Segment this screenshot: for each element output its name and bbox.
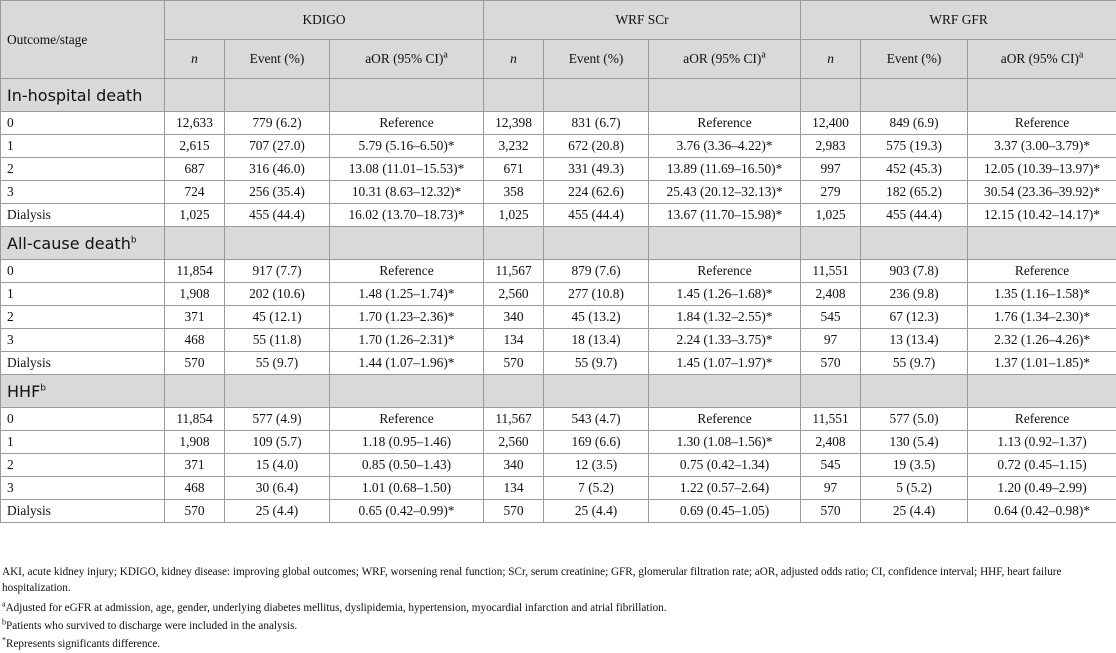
col-n-header: n <box>801 40 861 79</box>
section-empty-cell <box>861 375 968 408</box>
stage-cell: 2 <box>1 306 165 329</box>
value-cell: 1,908 <box>165 283 225 306</box>
value-cell: Reference <box>330 260 484 283</box>
value-cell: 25 (4.4) <box>861 500 968 523</box>
value-cell: 134 <box>484 477 544 500</box>
table-row <box>1 408 1116 431</box>
value-cell: 997 <box>801 158 861 181</box>
value-cell: 779 (6.2) <box>225 112 330 135</box>
value-cell: 331 (49.3) <box>544 158 649 181</box>
value-cell: 25 (4.4) <box>225 500 330 523</box>
section-empty-cell <box>165 79 225 112</box>
stage-cell: 1 <box>1 283 165 306</box>
value-cell: Reference <box>330 112 484 135</box>
value-cell: 11,551 <box>801 408 861 431</box>
value-cell: 182 (65.2) <box>861 181 968 204</box>
value-cell: 12,400 <box>801 112 861 135</box>
value-cell: 3,232 <box>484 135 544 158</box>
value-cell: 11,567 <box>484 260 544 283</box>
value-cell: 0.85 (0.50–1.43) <box>330 454 484 477</box>
value-cell: 134 <box>484 329 544 352</box>
value-cell: 12,633 <box>165 112 225 135</box>
value-cell: 671 <box>484 158 544 181</box>
table-row <box>1 306 1116 329</box>
value-cell: 570 <box>801 500 861 523</box>
section-header-row <box>1 79 1116 112</box>
value-cell: 452 (45.3) <box>861 158 968 181</box>
value-cell: 358 <box>484 181 544 204</box>
stage-cell: Dialysis <box>1 352 165 375</box>
value-cell: 1.37 (1.01–1.85)* <box>968 352 1116 375</box>
value-cell: 1.35 (1.16–1.58)* <box>968 283 1116 306</box>
value-cell: Reference <box>330 408 484 431</box>
value-cell: 1.84 (1.32–2.55)* <box>649 306 801 329</box>
stage-cell: 3 <box>1 181 165 204</box>
section-empty-cell <box>330 79 484 112</box>
value-cell: 0.75 (0.42–1.34) <box>649 454 801 477</box>
value-cell: 340 <box>484 306 544 329</box>
value-cell: 12.05 (10.39–13.97)* <box>968 158 1116 181</box>
value-cell: 879 (7.6) <box>544 260 649 283</box>
section-empty-cell <box>165 227 225 260</box>
footnote-abbreviations: AKI, acute kidney injury; KDIGO, kidney disease: improving global outcomes; WRF, worsening renal function; SCr, serum creatinine; GFR, glomerular filtration rate; aOR, adjusted odds ratio; CI, confidence interval; HHF, heart failure hospitalization. <box>2 566 1062 594</box>
value-cell: 224 (62.6) <box>544 181 649 204</box>
table-row <box>1 352 1116 375</box>
value-cell: 577 (5.0) <box>861 408 968 431</box>
section-empty-cell <box>330 375 484 408</box>
value-cell: 97 <box>801 477 861 500</box>
section-label: In-hospital death <box>1 79 165 112</box>
table-row <box>1 454 1116 477</box>
group-header-wrf-gfr: WRF GFR <box>801 1 1116 40</box>
value-cell: Reference <box>968 408 1116 431</box>
value-cell: 687 <box>165 158 225 181</box>
section-empty-cell <box>801 375 861 408</box>
value-cell: 2.24 (1.33–3.75)* <box>649 329 801 352</box>
stage-cell: 2 <box>1 454 165 477</box>
section-empty-cell <box>484 375 544 408</box>
stage-cell: 3 <box>1 329 165 352</box>
value-cell: 67 (12.3) <box>861 306 968 329</box>
stage-cell: 0 <box>1 112 165 135</box>
section-empty-cell <box>225 375 330 408</box>
value-cell: 455 (44.4) <box>225 204 330 227</box>
section-empty-cell <box>225 227 330 260</box>
value-cell: 455 (44.4) <box>544 204 649 227</box>
value-cell: 13.89 (11.69–16.50)* <box>649 158 801 181</box>
value-cell: Reference <box>649 112 801 135</box>
value-cell: 724 <box>165 181 225 204</box>
value-cell: 570 <box>165 352 225 375</box>
value-cell: 455 (44.4) <box>861 204 968 227</box>
stage-cell: 2 <box>1 158 165 181</box>
footnote-star: *Represents significants difference. <box>2 635 161 650</box>
value-cell: Reference <box>968 260 1116 283</box>
value-cell: 169 (6.6) <box>544 431 649 454</box>
header-row-sub <box>1 40 1116 79</box>
value-cell: 19 (3.5) <box>861 454 968 477</box>
value-cell: 16.02 (13.70–18.73)* <box>330 204 484 227</box>
stage-cell: 1 <box>1 135 165 158</box>
value-cell: 11,551 <box>801 260 861 283</box>
section-label: All-cause death$^b$ <box>1 227 165 260</box>
value-cell: 1,025 <box>484 204 544 227</box>
section-empty-cell <box>484 227 544 260</box>
value-cell: 1.30 (1.08–1.56)* <box>649 431 801 454</box>
value-cell: 1.45 (1.26–1.68)* <box>649 283 801 306</box>
section-empty-cell <box>544 79 649 112</box>
table-row <box>1 431 1116 454</box>
col-n-header: n <box>484 40 544 79</box>
value-cell: 0.69 (0.45–1.05) <box>649 500 801 523</box>
col-aor-header: aOR (95% CI)$^a$ <box>649 40 801 79</box>
value-cell: 903 (7.8) <box>861 260 968 283</box>
group-header-wrf-scr: WRF SCr <box>484 1 801 40</box>
value-cell: 202 (10.6) <box>225 283 330 306</box>
value-cell: 2.32 (1.26–4.26)* <box>968 329 1116 352</box>
section-empty-cell <box>649 79 801 112</box>
value-cell: 570 <box>484 352 544 375</box>
table-row <box>1 477 1116 500</box>
value-cell: 55 (9.7) <box>544 352 649 375</box>
value-cell: 1.45 (1.07–1.97)* <box>649 352 801 375</box>
value-cell: 3.76 (3.36–4.22)* <box>649 135 801 158</box>
value-cell: 25 (4.4) <box>544 500 649 523</box>
value-cell: 340 <box>484 454 544 477</box>
value-cell: 545 <box>801 454 861 477</box>
value-cell: 13.67 (11.70–15.98)* <box>649 204 801 227</box>
table-row <box>1 158 1116 181</box>
section-empty-cell <box>968 227 1116 260</box>
section-empty-cell <box>544 227 649 260</box>
section-empty-cell <box>649 227 801 260</box>
value-cell: 849 (6.9) <box>861 112 968 135</box>
section-empty-cell <box>968 79 1116 112</box>
stage-cell: 0 <box>1 260 165 283</box>
value-cell: 11,567 <box>484 408 544 431</box>
value-cell: 316 (46.0) <box>225 158 330 181</box>
value-cell: 45 (12.1) <box>225 306 330 329</box>
col-n-header: n <box>165 40 225 79</box>
table-row <box>1 135 1116 158</box>
value-cell: 0.72 (0.45–1.15) <box>968 454 1116 477</box>
section-empty-cell <box>861 79 968 112</box>
table-row <box>1 500 1116 523</box>
value-cell: 672 (20.8) <box>544 135 649 158</box>
header-row-groups <box>1 1 1116 40</box>
stage-cell: 3 <box>1 477 165 500</box>
value-cell: 1.48 (1.25–1.74)* <box>330 283 484 306</box>
value-cell: 2,560 <box>484 283 544 306</box>
section-empty-cell <box>649 375 801 408</box>
value-cell: 1,025 <box>165 204 225 227</box>
col-event-header: Event (%) <box>225 40 330 79</box>
value-cell: 12 (3.5) <box>544 454 649 477</box>
value-cell: 917 (7.7) <box>225 260 330 283</box>
value-cell: 468 <box>165 329 225 352</box>
value-cell: 1,025 <box>801 204 861 227</box>
value-cell: 543 (4.7) <box>544 408 649 431</box>
value-cell: 1.70 (1.26–2.31)* <box>330 329 484 352</box>
value-cell: 279 <box>801 181 861 204</box>
value-cell: 371 <box>165 306 225 329</box>
value-cell: 2,560 <box>484 431 544 454</box>
stage-cell: 1 <box>1 431 165 454</box>
value-cell: 1.22 (0.57–2.64) <box>649 477 801 500</box>
value-cell: 130 (5.4) <box>861 431 968 454</box>
value-cell: 55 (9.7) <box>861 352 968 375</box>
table-row <box>1 112 1116 135</box>
value-cell: 831 (6.7) <box>544 112 649 135</box>
value-cell: 570 <box>165 500 225 523</box>
section-empty-cell <box>544 375 649 408</box>
group-header-kdigo: KDIGO <box>165 1 484 40</box>
table-row <box>1 204 1116 227</box>
value-cell: 2,408 <box>801 431 861 454</box>
value-cell: Reference <box>649 408 801 431</box>
value-cell: 55 (11.8) <box>225 329 330 352</box>
value-cell: 2,983 <box>801 135 861 158</box>
value-cell: 236 (9.8) <box>861 283 968 306</box>
outcome-stage-header: Outcome/stage <box>1 1 165 79</box>
value-cell: 256 (35.4) <box>225 181 330 204</box>
value-cell: 0.64 (0.42–0.98)* <box>968 500 1116 523</box>
value-cell: 1.76 (1.34–2.30)* <box>968 306 1116 329</box>
value-cell: 3.37 (3.00–3.79)* <box>968 135 1116 158</box>
value-cell: 1.13 (0.92–1.37) <box>968 431 1116 454</box>
col-aor-header: aOR (95% CI)$^a$ <box>330 40 484 79</box>
section-empty-cell <box>484 79 544 112</box>
value-cell: 1,908 <box>165 431 225 454</box>
value-cell: 5 (5.2) <box>861 477 968 500</box>
stage-cell: Dialysis <box>1 500 165 523</box>
value-cell: Reference <box>649 260 801 283</box>
table-row <box>1 329 1116 352</box>
value-cell: 575 (19.3) <box>861 135 968 158</box>
value-cell: 13 (13.4) <box>861 329 968 352</box>
value-cell: 707 (27.0) <box>225 135 330 158</box>
value-cell: 25.43 (20.12–32.13)* <box>649 181 801 204</box>
value-cell: 13.08 (11.01–15.53)* <box>330 158 484 181</box>
value-cell: 570 <box>484 500 544 523</box>
stage-cell: Dialysis <box>1 204 165 227</box>
table-row <box>1 260 1116 283</box>
section-empty-cell <box>801 227 861 260</box>
col-aor-header: aOR (95% CI)$^a$ <box>968 40 1116 79</box>
value-cell: 371 <box>165 454 225 477</box>
value-cell: 577 (4.9) <box>225 408 330 431</box>
value-cell: 1.70 (1.23–2.36)* <box>330 306 484 329</box>
col-event-header: Event (%) <box>544 40 649 79</box>
value-cell: 7 (5.2) <box>544 477 649 500</box>
section-empty-cell <box>801 79 861 112</box>
value-cell: 545 <box>801 306 861 329</box>
value-cell: Reference <box>968 112 1116 135</box>
table-row <box>1 181 1116 204</box>
value-cell: 5.79 (5.16–6.50)* <box>330 135 484 158</box>
stage-cell: 0 <box>1 408 165 431</box>
section-empty-cell <box>225 79 330 112</box>
section-empty-cell <box>861 227 968 260</box>
value-cell: 55 (9.7) <box>225 352 330 375</box>
value-cell: 30.54 (23.36–39.92)* <box>968 181 1116 204</box>
value-cell: 45 (13.2) <box>544 306 649 329</box>
footnote-b: $^b$Patients who survived to discharge were included in the analysis. <box>2 617 298 632</box>
value-cell: 2,408 <box>801 283 861 306</box>
value-cell: 570 <box>801 352 861 375</box>
value-cell: 18 (13.4) <box>544 329 649 352</box>
section-empty-cell <box>330 227 484 260</box>
value-cell: 15 (4.0) <box>225 454 330 477</box>
value-cell: 30 (6.4) <box>225 477 330 500</box>
footnote-a: $^a$Adjusted for eGFR at admission, age, gender, underlying diabetes mellitus, dyslipidemia, hypertension, myocardial infarction and atrial fibrillation. <box>2 599 667 614</box>
value-cell: 468 <box>165 477 225 500</box>
col-event-header: Event (%) <box>861 40 968 79</box>
table-row <box>1 283 1116 306</box>
value-cell: 12,398 <box>484 112 544 135</box>
section-empty-cell <box>968 375 1116 408</box>
value-cell: 10.31 (8.63–12.32)* <box>330 181 484 204</box>
section-header-row <box>1 375 1116 408</box>
value-cell: 1.44 (1.07–1.96)* <box>330 352 484 375</box>
value-cell: 11,854 <box>165 260 225 283</box>
value-cell: 1.20 (0.49–2.99) <box>968 477 1116 500</box>
section-header-row <box>1 227 1116 260</box>
section-label: HHF$^b$ <box>1 375 165 408</box>
value-cell: 277 (10.8) <box>544 283 649 306</box>
value-cell: 11,854 <box>165 408 225 431</box>
value-cell: 0.65 (0.42–0.99)* <box>330 500 484 523</box>
value-cell: 1.01 (0.68–1.50) <box>330 477 484 500</box>
value-cell: 12.15 (10.42–14.17)* <box>968 204 1116 227</box>
value-cell: 1.18 (0.95–1.46) <box>330 431 484 454</box>
value-cell: 2,615 <box>165 135 225 158</box>
value-cell: 97 <box>801 329 861 352</box>
value-cell: 109 (5.7) <box>225 431 330 454</box>
section-empty-cell <box>165 375 225 408</box>
